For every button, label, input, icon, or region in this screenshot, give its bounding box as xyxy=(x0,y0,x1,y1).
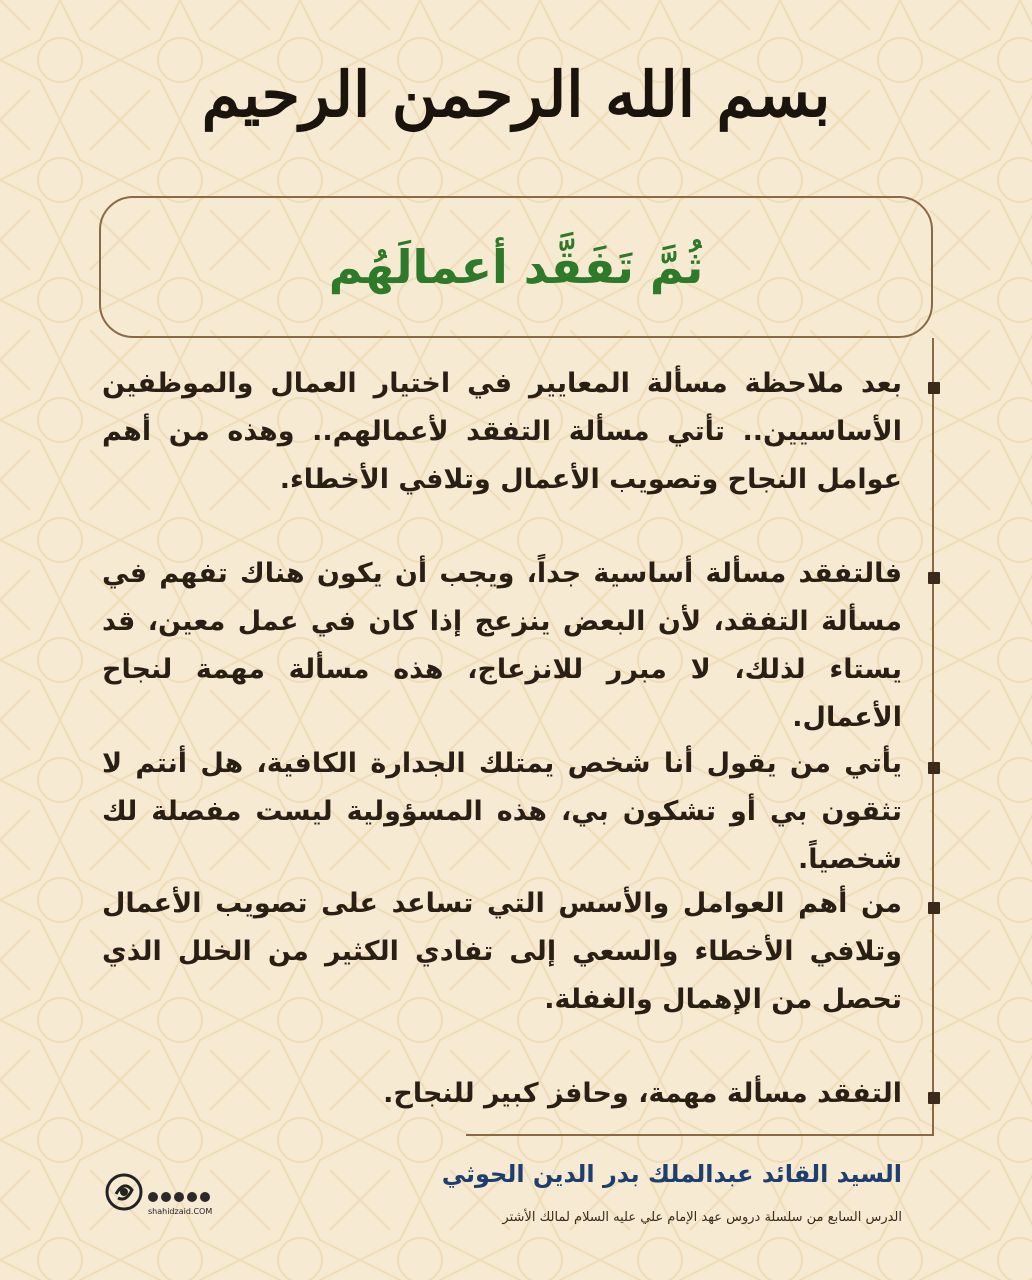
bullet-square-icon xyxy=(928,1092,940,1104)
lesson-source: الدرس السابع من سلسلة دروس عهد الإمام علي عليه السلام لمالك الأشتر xyxy=(502,1210,902,1225)
social-icons xyxy=(148,1192,210,1202)
paragraph-5: التفقد مسألة مهمة، وحافز كبير للنجاح. xyxy=(383,1078,902,1109)
twitter-icon[interactable] xyxy=(200,1192,210,1202)
paragraph-1: بعد ملاحظة مسألة المعايير في اختيار العمال والموظفين الأساسيين.. تأتي مسألة التفقد لأعمالهم.. وهذه من أهم عوامل النجاح وتصويب الأعمال وتلافي الأخطاء. xyxy=(102,368,902,495)
shahid-zaid-logo-icon xyxy=(104,1172,144,1212)
bullet-square-icon xyxy=(928,762,940,774)
instagram-icon[interactable] xyxy=(174,1192,184,1202)
bullet-square-icon xyxy=(928,902,940,914)
paragraph-2: فالتفقد مسألة أساسية جداً، ويجب أن يكون هناك تفهم في مسألة التفقد، لأن البعض ينزعج إذا كان في عمل معين، قد يستاء لذلك، لا مبرر للانزعاج، هذه مسألة مهمة لنجاح الأعمال. xyxy=(102,558,902,733)
paragraph-4: من أهم العوامل والأسس التي تساعد على تصويب الأعمال وتلافي الأخطاء والسعي إلى تفادي الكثير من الخلل الذي تحصل من الإهمال والغفلة. xyxy=(102,888,902,1015)
bullet-square-icon xyxy=(928,572,940,584)
author-name: السيد القائد عبدالملك بدر الدين الحوثي xyxy=(441,1160,902,1188)
page-title: ثُمَّ تَفَقَّد أعمالَهُم xyxy=(328,240,704,294)
youtube-icon[interactable] xyxy=(187,1192,197,1202)
telegram-icon[interactable] xyxy=(148,1192,158,1202)
bullet-square-icon xyxy=(928,382,940,394)
website-link[interactable]: shahidzaid.COM xyxy=(148,1207,213,1216)
footer-logo xyxy=(104,1172,214,1222)
paragraph-3: يأتي من يقول أنا شخص يمتلك الجدارة الكافية، هل أنتم لا تثقون بي أو تشكون بي، هذه المسؤولية ليست مفصلة لك شخصياً. xyxy=(102,748,902,875)
facebook-icon[interactable] xyxy=(161,1192,171,1202)
basmala-calligraphy: بسم الله الرحمن الرحيم xyxy=(201,58,831,131)
